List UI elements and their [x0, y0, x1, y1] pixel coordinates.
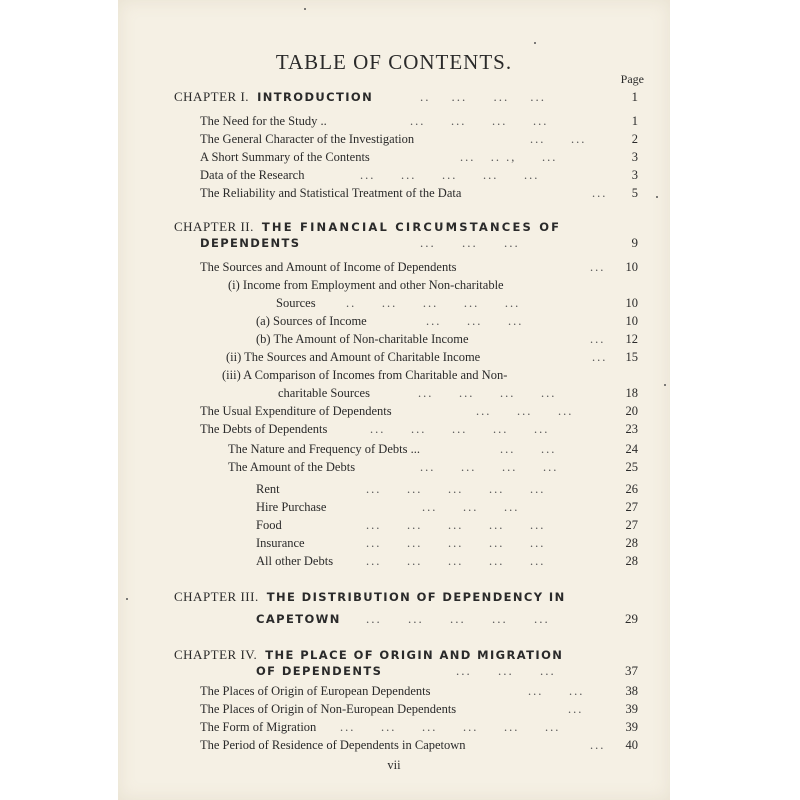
toc-entry: Data of the Research ... ... ... ... ... 3 — [200, 168, 638, 182]
chapter-2-title-line2: DEPENDENTS — [200, 236, 301, 250]
scan-speck — [126, 598, 128, 600]
toc-entry: The Places of Origin of European Dependents ... ... 38 — [200, 684, 638, 698]
chapter-3-title-line2: CAPETOWN — [256, 612, 341, 626]
chapter-4-label: CHAPTER IV. — [174, 647, 258, 662]
page-title: TABLE OF CONTENTS. — [275, 50, 513, 74]
toc-entry: The General Character of the Investigation ... ... 2 — [200, 132, 638, 146]
toc-entry: The Period of Residence of Dependents in Capetown ... 40 — [200, 738, 638, 752]
toc-entry: The Form of Migration ... ... ... ... ... ... 39 — [200, 720, 638, 734]
toc-entry: charitable Sources ... ... ... ... 18 — [278, 386, 638, 400]
toc-entry: The Amount of the Debts ... ... ... ... 25 — [228, 460, 638, 474]
chapter-2-heading-continued: DEPENDENTS ... ... ... 9 — [200, 235, 638, 250]
toc-entry: (iii) A Comparison of Incomes from Charitable and Non- — [222, 368, 508, 382]
toc-entry: Hire Purchase ... ... ... 27 — [256, 500, 638, 514]
page-column-heading: Page — [620, 72, 644, 86]
toc-entry: All other Debts ... ... ... ... ... 28 — [256, 554, 638, 568]
toc-entry: The Debts of Dependents ... ... ... ... ... 23 — [200, 422, 638, 436]
toc-entry: The Places of Origin of Non-European Dependents ... 39 — [200, 702, 638, 716]
chapter-2-page: 9 — [631, 235, 638, 250]
toc-entry: (a) Sources of Income ... ... ... 10 — [256, 314, 638, 328]
scan-speck — [304, 8, 306, 10]
chapter-3-page: 29 — [625, 611, 638, 626]
chapter-4-heading-continued: OF DEPENDENTS ... ... ... 37 — [256, 663, 638, 678]
page-folio: vii — [387, 758, 401, 772]
scan-speck — [534, 42, 536, 44]
toc-entry: Sources .. ... ... ... ... 10 — [276, 296, 638, 310]
chapter-1-label: CHAPTER I. — [174, 89, 250, 104]
toc-entry: The Reliability and Statistical Treatment of the Data ... 5 — [200, 186, 638, 200]
chapter-2-title-line1: THE FINANCIAL CIRCUMSTANCES OF — [261, 220, 562, 234]
toc-entry: The Nature and Frequency of Debts ... ... ... 24 — [228, 442, 638, 456]
toc-entry: Food ... ... ... ... ... 27 — [256, 518, 638, 532]
scan-speck — [656, 196, 658, 198]
chapter-4-title-line1: THE PLACE OF ORIGIN AND MIGRATION — [265, 648, 564, 662]
chapter-3-heading-continued: CAPETOWN ... ... ... ... ... 29 — [256, 611, 638, 626]
chapter-3-title-line1: THE DISTRIBUTION OF DEPENDENCY IN — [266, 590, 566, 604]
toc-entry: Rent ... ... ... ... ... 26 — [256, 482, 638, 496]
toc-entry: The Sources and Amount of Income of Dependents ... 10 — [200, 260, 638, 274]
scan-speck — [664, 384, 666, 386]
document-page — [118, 0, 670, 800]
toc-entry: The Usual Expenditure of Dependents ... ... ... 20 — [200, 404, 638, 418]
chapter-1-page: 1 — [631, 89, 638, 104]
toc-entry: A Short Summary of the Contents ... .. ., ... 3 — [200, 150, 638, 164]
chapter-3-label: CHAPTER III. — [174, 589, 259, 604]
toc-entry: (b) The Amount of Non-charitable Income ... 12 — [256, 332, 638, 346]
chapter-2-label: CHAPTER II. — [174, 219, 254, 234]
toc-entry: (i) Income from Employment and other Non-charitable — [228, 278, 504, 292]
chapter-3-heading — [174, 588, 638, 606]
toc-entry: The Need for the Study .. ... ... ... ... 1 — [200, 114, 638, 128]
chapter-1-title: INTRODUCTION — [257, 90, 374, 104]
chapter-4-title-line2: OF DEPENDENTS — [256, 664, 383, 678]
toc-entry: (ii) The Sources and Amount of Charitable Income ... 15 — [226, 350, 638, 364]
toc-entry: Insurance ... ... ... ... ... 28 — [256, 536, 638, 550]
chapter-4-page: 37 — [625, 663, 638, 678]
chapter-1-heading: CHAPTER I. INTRODUCTION .. ... ... ... 1 — [174, 89, 638, 104]
